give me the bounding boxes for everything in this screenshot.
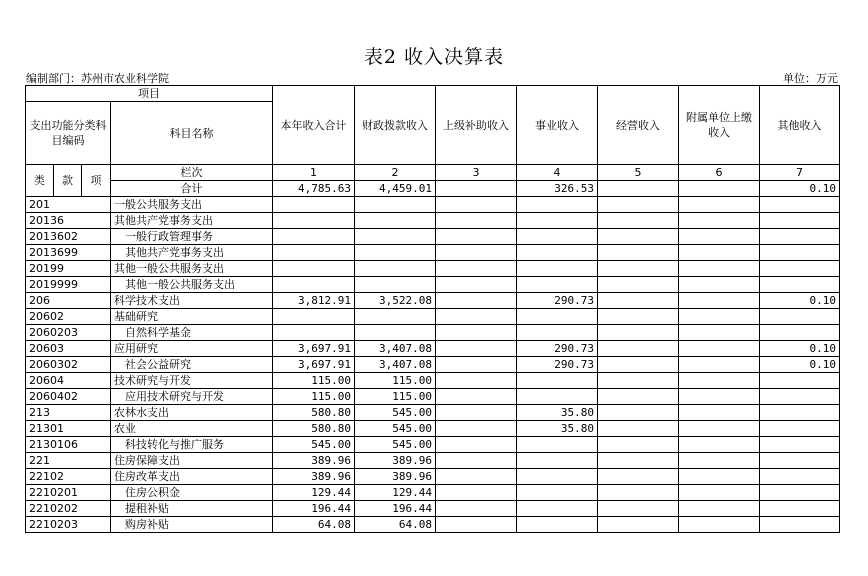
table-row — [26, 453, 840, 469]
row-value — [436, 261, 517, 277]
row-value — [679, 197, 760, 213]
row-value: 290.73 — [517, 341, 598, 357]
row-value — [679, 421, 760, 437]
table-row — [26, 421, 840, 437]
row-subject-name: 其他共产党事务支出 — [111, 245, 273, 261]
row-value — [517, 213, 598, 229]
unit-label: 单位：万元 — [783, 72, 838, 85]
row-value — [598, 245, 679, 261]
row-value — [436, 453, 517, 469]
col-number: 5 — [598, 165, 679, 181]
row-code: 20604 — [26, 373, 111, 389]
row-value: 389.96 — [355, 453, 436, 469]
row-value — [598, 437, 679, 453]
row-value — [598, 261, 679, 277]
row-code: 221 — [26, 453, 111, 469]
row-value — [598, 469, 679, 485]
row-value: 545.00 — [273, 437, 355, 453]
row-subject-name: 购房补贴 — [111, 517, 273, 533]
row-value — [517, 453, 598, 469]
row-value — [355, 325, 436, 341]
row-value — [760, 309, 840, 325]
row-code: 2210201 — [26, 485, 111, 501]
total-value — [679, 181, 760, 197]
row-value — [679, 469, 760, 485]
row-value — [760, 421, 840, 437]
row-code: 21301 — [26, 421, 111, 437]
row-value — [436, 229, 517, 245]
total-row — [26, 181, 840, 197]
table-row — [26, 245, 840, 261]
col-number: 6 — [679, 165, 760, 181]
row-value — [598, 405, 679, 421]
row-value — [436, 373, 517, 389]
row-subject-name: 技术研究与开发 — [111, 373, 273, 389]
row-value: 129.44 — [355, 485, 436, 501]
row-value — [679, 213, 760, 229]
row-subject-name: 提租补贴 — [111, 501, 273, 517]
row-value — [598, 213, 679, 229]
row-value: 389.96 — [273, 469, 355, 485]
row-value — [273, 245, 355, 261]
row-value: 115.00 — [273, 389, 355, 405]
row-value — [436, 469, 517, 485]
row-value — [679, 309, 760, 325]
report-title: 表2 收入决算表 — [363, 46, 505, 68]
row-code: 20603 — [26, 341, 111, 357]
row-value — [436, 293, 517, 309]
department-label: 编制部门：苏州市农业科学院 — [26, 72, 169, 85]
row-value: 3,697.91 — [273, 341, 355, 357]
row-code: 206 — [26, 293, 111, 309]
row-value — [760, 453, 840, 469]
row-value: 580.80 — [273, 421, 355, 437]
row-value — [273, 229, 355, 245]
row-value — [436, 357, 517, 373]
header-kuan: 款 — [54, 165, 82, 197]
row-value — [517, 197, 598, 213]
row-value — [598, 325, 679, 341]
row-value: 290.73 — [517, 293, 598, 309]
row-value — [436, 277, 517, 293]
row-value — [517, 261, 598, 277]
row-value: 115.00 — [355, 373, 436, 389]
row-code: 2210202 — [26, 501, 111, 517]
row-value — [273, 197, 355, 213]
row-value — [760, 469, 840, 485]
row-value — [679, 453, 760, 469]
table-row — [26, 517, 840, 533]
row-value — [760, 517, 840, 533]
header-col-1: 本年收入合计 — [273, 86, 355, 165]
row-value — [273, 277, 355, 293]
total-value: 4,785.63 — [273, 181, 355, 197]
row-value: 35.80 — [517, 405, 598, 421]
row-subject-name: 农林水支出 — [111, 405, 273, 421]
header-func-code: 支出功能分类科目编码 — [26, 102, 111, 165]
table-row — [26, 261, 840, 277]
table-row — [26, 469, 840, 485]
table-row — [26, 501, 840, 517]
header-xiang: 项 — [82, 165, 111, 197]
row-value: 115.00 — [355, 389, 436, 405]
row-value: 545.00 — [355, 437, 436, 453]
table-row — [26, 405, 840, 421]
row-value — [679, 293, 760, 309]
row-value — [355, 229, 436, 245]
row-value — [273, 309, 355, 325]
header-lei: 类 — [26, 165, 54, 197]
row-code: 2013602 — [26, 229, 111, 245]
row-value — [436, 405, 517, 421]
row-code: 2130106 — [26, 437, 111, 453]
row-value — [598, 421, 679, 437]
table-row — [26, 229, 840, 245]
row-value — [436, 245, 517, 261]
row-value: 3,407.08 — [355, 341, 436, 357]
row-value — [679, 389, 760, 405]
row-value — [598, 277, 679, 293]
row-value — [598, 501, 679, 517]
row-value: 64.08 — [273, 517, 355, 533]
row-value — [679, 245, 760, 261]
total-value: 326.53 — [517, 181, 598, 197]
header-col-5: 经营收入 — [598, 86, 679, 165]
table-row — [26, 309, 840, 325]
row-value — [679, 261, 760, 277]
row-subject-name: 住房改革支出 — [111, 469, 273, 485]
row-value — [598, 293, 679, 309]
row-value: 3,812.91 — [273, 293, 355, 309]
row-value — [273, 261, 355, 277]
row-value — [436, 213, 517, 229]
row-code: 2210203 — [26, 517, 111, 533]
row-value — [517, 517, 598, 533]
row-code: 2019999 — [26, 277, 111, 293]
total-value — [436, 181, 517, 197]
row-subject-name: 社会公益研究 — [111, 357, 273, 373]
row-value: 0.10 — [760, 341, 840, 357]
row-value — [760, 229, 840, 245]
row-subject-name: 应用技术研究与开发 — [111, 389, 273, 405]
row-value — [679, 277, 760, 293]
row-value: 0.10 — [760, 293, 840, 309]
row-subject-name: 住房保障支出 — [111, 453, 273, 469]
row-value — [436, 341, 517, 357]
header-col-2: 财政拨款收入 — [355, 86, 436, 165]
row-code: 213 — [26, 405, 111, 421]
row-value — [760, 405, 840, 421]
row-value — [679, 357, 760, 373]
row-subject-name: 基础研究 — [111, 309, 273, 325]
row-value — [436, 437, 517, 453]
row-value — [517, 469, 598, 485]
row-value — [517, 437, 598, 453]
row-value — [760, 325, 840, 341]
row-subject-name: 应用研究 — [111, 341, 273, 357]
row-value: 580.80 — [273, 405, 355, 421]
row-value — [598, 197, 679, 213]
row-value — [517, 485, 598, 501]
table-row — [26, 437, 840, 453]
row-value — [760, 277, 840, 293]
row-value — [436, 501, 517, 517]
row-subject-name: 一般公共服务支出 — [111, 197, 273, 213]
row-value: 115.00 — [273, 373, 355, 389]
row-value — [273, 325, 355, 341]
row-code: 2060302 — [26, 357, 111, 373]
total-value: 4,459.01 — [355, 181, 436, 197]
col-number: 7 — [760, 165, 840, 181]
table-row — [26, 341, 840, 357]
row-code: 20199 — [26, 261, 111, 277]
row-value — [355, 277, 436, 293]
row-value — [436, 517, 517, 533]
col-number: 2 — [355, 165, 436, 181]
row-value — [679, 373, 760, 389]
row-value: 196.44 — [355, 501, 436, 517]
row-value — [436, 325, 517, 341]
row-value — [679, 437, 760, 453]
row-value — [598, 341, 679, 357]
row-value — [273, 213, 355, 229]
row-subject-name: 农业 — [111, 421, 273, 437]
row-subject-name: 自然科学基金 — [111, 325, 273, 341]
table-row — [26, 213, 840, 229]
row-value: 196.44 — [273, 501, 355, 517]
row-value: 290.73 — [517, 357, 598, 373]
row-value — [598, 485, 679, 501]
row-value — [760, 245, 840, 261]
row-subject-name: 其他一般公共服务支出 — [111, 261, 273, 277]
row-value: 545.00 — [355, 405, 436, 421]
header-lanci: 栏次 — [111, 165, 273, 181]
row-code: 2060402 — [26, 389, 111, 405]
row-value — [760, 485, 840, 501]
row-value: 3,522.08 — [355, 293, 436, 309]
header-col-3: 上级补助收入 — [436, 86, 517, 165]
row-value — [679, 501, 760, 517]
row-value — [598, 453, 679, 469]
row-value — [760, 213, 840, 229]
row-value — [760, 501, 840, 517]
row-value — [517, 245, 598, 261]
row-value — [598, 357, 679, 373]
table-row — [26, 293, 840, 309]
row-code: 22102 — [26, 469, 111, 485]
row-value — [517, 229, 598, 245]
row-value — [355, 213, 436, 229]
row-value — [679, 341, 760, 357]
header-subject-name: 科目名称 — [111, 102, 273, 165]
table-row — [26, 485, 840, 501]
row-value — [760, 373, 840, 389]
row-value: 35.80 — [517, 421, 598, 437]
row-value: 3,697.91 — [273, 357, 355, 373]
row-value — [436, 421, 517, 437]
row-code: 20136 — [26, 213, 111, 229]
row-value — [760, 389, 840, 405]
total-label: 合计 — [111, 181, 273, 197]
row-value — [517, 373, 598, 389]
row-subject-name: 其他共产党事务支出 — [111, 213, 273, 229]
col-number: 4 — [517, 165, 598, 181]
row-code: 20602 — [26, 309, 111, 325]
row-value: 0.10 — [760, 357, 840, 373]
row-value — [355, 309, 436, 325]
row-value — [436, 309, 517, 325]
table-row — [26, 325, 840, 341]
row-subject-name: 一般行政管理事务 — [111, 229, 273, 245]
row-value — [355, 197, 436, 213]
row-code: 2060203 — [26, 325, 111, 341]
table-row — [26, 373, 840, 389]
row-value: 64.08 — [355, 517, 436, 533]
row-value — [517, 325, 598, 341]
total-value: 0.10 — [760, 181, 840, 197]
row-value — [598, 517, 679, 533]
total-value — [598, 181, 679, 197]
table-row — [26, 197, 840, 213]
row-value — [679, 325, 760, 341]
row-value — [598, 229, 679, 245]
row-code: 201 — [26, 197, 111, 213]
row-value — [436, 197, 517, 213]
row-subject-name: 其他一般公共服务支出 — [111, 277, 273, 293]
table-row — [26, 389, 840, 405]
income-table — [25, 85, 840, 533]
row-value — [679, 517, 760, 533]
row-value — [517, 309, 598, 325]
col-number: 1 — [273, 165, 355, 181]
row-value: 389.96 — [355, 469, 436, 485]
header-item: 项目 — [26, 86, 273, 102]
row-value — [679, 229, 760, 245]
row-value: 129.44 — [273, 485, 355, 501]
row-code: 2013699 — [26, 245, 111, 261]
row-value — [598, 389, 679, 405]
row-value — [355, 245, 436, 261]
col-number: 3 — [436, 165, 517, 181]
row-value — [598, 373, 679, 389]
row-value — [679, 485, 760, 501]
header-col-7: 其他收入 — [760, 86, 840, 165]
row-value — [436, 389, 517, 405]
row-value — [436, 485, 517, 501]
row-value — [517, 501, 598, 517]
table-row — [26, 357, 840, 373]
row-subject-name: 住房公积金 — [111, 485, 273, 501]
row-subject-name: 科学技术支出 — [111, 293, 273, 309]
row-subject-name: 科技转化与推广服务 — [111, 437, 273, 453]
row-value — [517, 277, 598, 293]
row-value — [760, 437, 840, 453]
row-value — [679, 405, 760, 421]
row-value — [760, 261, 840, 277]
row-value: 389.96 — [273, 453, 355, 469]
row-value — [760, 197, 840, 213]
header-col-4: 事业收入 — [517, 86, 598, 165]
row-value: 545.00 — [355, 421, 436, 437]
row-value — [598, 309, 679, 325]
row-value — [355, 261, 436, 277]
row-value: 3,407.08 — [355, 357, 436, 373]
row-value — [517, 389, 598, 405]
header-col-6: 附属单位上缴收入 — [679, 86, 760, 165]
table-row — [26, 277, 840, 293]
